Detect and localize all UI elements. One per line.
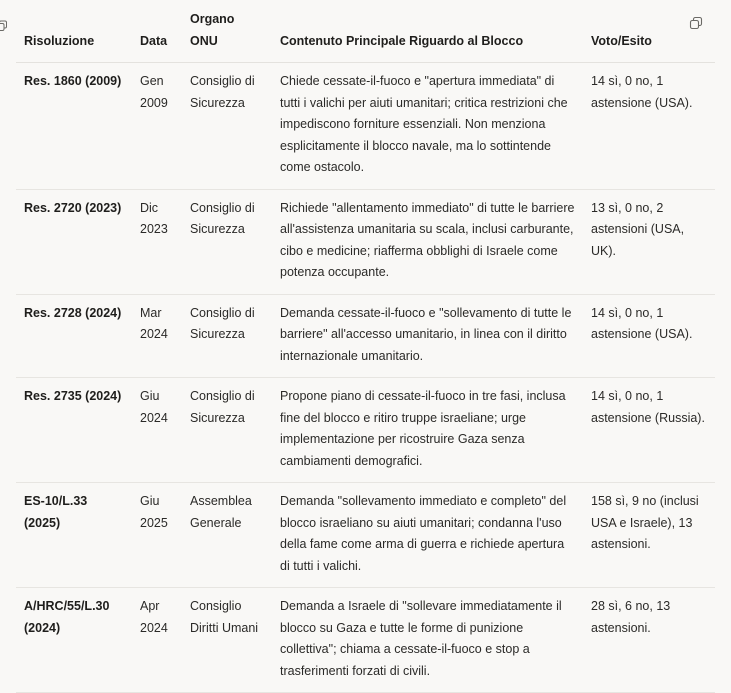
table-row — [16, 63, 715, 190]
cell-content: Propone piano di cessate-il-fuoco in tre fasi, inclusa fine del blocco e ritiro truppe israeliane; urge implementazione per ricostruire Gaza senza cambiamenti demografici. — [272, 378, 583, 483]
table-row — [16, 294, 715, 378]
cell-resolution: Res. 2735 (2024) — [16, 378, 132, 483]
table-row — [16, 483, 715, 588]
cell-organ: Consiglio di Sicurezza — [182, 378, 272, 483]
cell-date: Gen 2009 — [132, 63, 182, 190]
cell-date: Mar 2024 — [132, 294, 182, 378]
cell-resolution: ES-10/L.33 (2025) — [16, 483, 132, 588]
cell-vote: 28 sì, 6 no, 13 astensioni. — [583, 588, 715, 693]
cell-organ: Consiglio di Sicurezza — [182, 294, 272, 378]
cell-content: Demanda "sollevamento immediato e completo" del blocco israeliano su aiuti umanitari; condanna l'uso della fame come arma di guerra e richiede apertura di tutti i valichi. — [272, 483, 583, 588]
cell-date: Dic 2023 — [132, 189, 182, 294]
header-resolution: Risoluzione — [16, 0, 132, 63]
cell-vote: 14 sì, 0 no, 1 astensione (USA). — [583, 63, 715, 190]
header-organ: Organo ONU — [182, 0, 272, 63]
header-date: Data — [132, 0, 182, 63]
cell-organ: Consiglio di Sicurezza — [182, 63, 272, 190]
header-content: Contenuto Principale Riguardo al Blocco — [272, 0, 583, 63]
table-header-row — [16, 0, 715, 63]
cell-organ: Assemblea Generale — [182, 483, 272, 588]
copy-icon[interactable] — [0, 20, 8, 32]
resolutions-table — [16, 0, 715, 693]
cell-content: Richiede "allentamento immediato" di tutte le barriere all'assistenza umanitaria su scala, inclusi carburante, cibo e medicine; riafferma obblighi di Israele come potenza occupante. — [272, 189, 583, 294]
cell-vote: 158 sì, 9 no (inclusi USA e Israele), 13 astensioni. — [583, 483, 715, 588]
cell-date: Giu 2024 — [132, 378, 182, 483]
cell-organ: Consiglio di Sicurezza — [182, 189, 272, 294]
cell-content: Demanda a Israele di "sollevare immediatamente il blocco su Gaza e tutte le forme di punizione collettiva"; chiama a cessate-il-fuoco e stop a trasferimenti forzati di civili. — [272, 588, 583, 693]
cell-resolution: A/HRC/55/L.30 (2024) — [16, 588, 132, 693]
header-vote: Voto/Esito — [583, 0, 715, 63]
cell-vote: 14 sì, 0 no, 1 astensione (Russia). — [583, 378, 715, 483]
cell-organ: Consiglio Diritti Umani — [182, 588, 272, 693]
cell-date: Apr 2024 — [132, 588, 182, 693]
cell-vote: 14 sì, 0 no, 1 astensione (USA). — [583, 294, 715, 378]
cell-resolution: Res. 2728 (2024) — [16, 294, 132, 378]
table-row — [16, 378, 715, 483]
cell-date: Giu 2025 — [132, 483, 182, 588]
cell-vote: 13 sì, 0 no, 2 astensioni (USA, UK). — [583, 189, 715, 294]
cell-resolution: Res. 1860 (2009) — [16, 63, 132, 190]
cell-content: Chiede cessate-il-fuoco e "apertura immediata" di tutti i valichi per aiuti umanitari; critica restrizioni che impediscono forniture essenziali. Non menziona esplicitamente il blocco navale, ma lo sottintende come ostacolo. — [272, 63, 583, 190]
table-row — [16, 588, 715, 693]
table-row — [16, 189, 715, 294]
cell-resolution: Res. 2720 (2023) — [16, 189, 132, 294]
cell-content: Demanda cessate-il-fuoco e "sollevamento di tutte le barriere" all'accesso umanitario, in linea con il diritto internazionale umanitario. — [272, 294, 583, 378]
